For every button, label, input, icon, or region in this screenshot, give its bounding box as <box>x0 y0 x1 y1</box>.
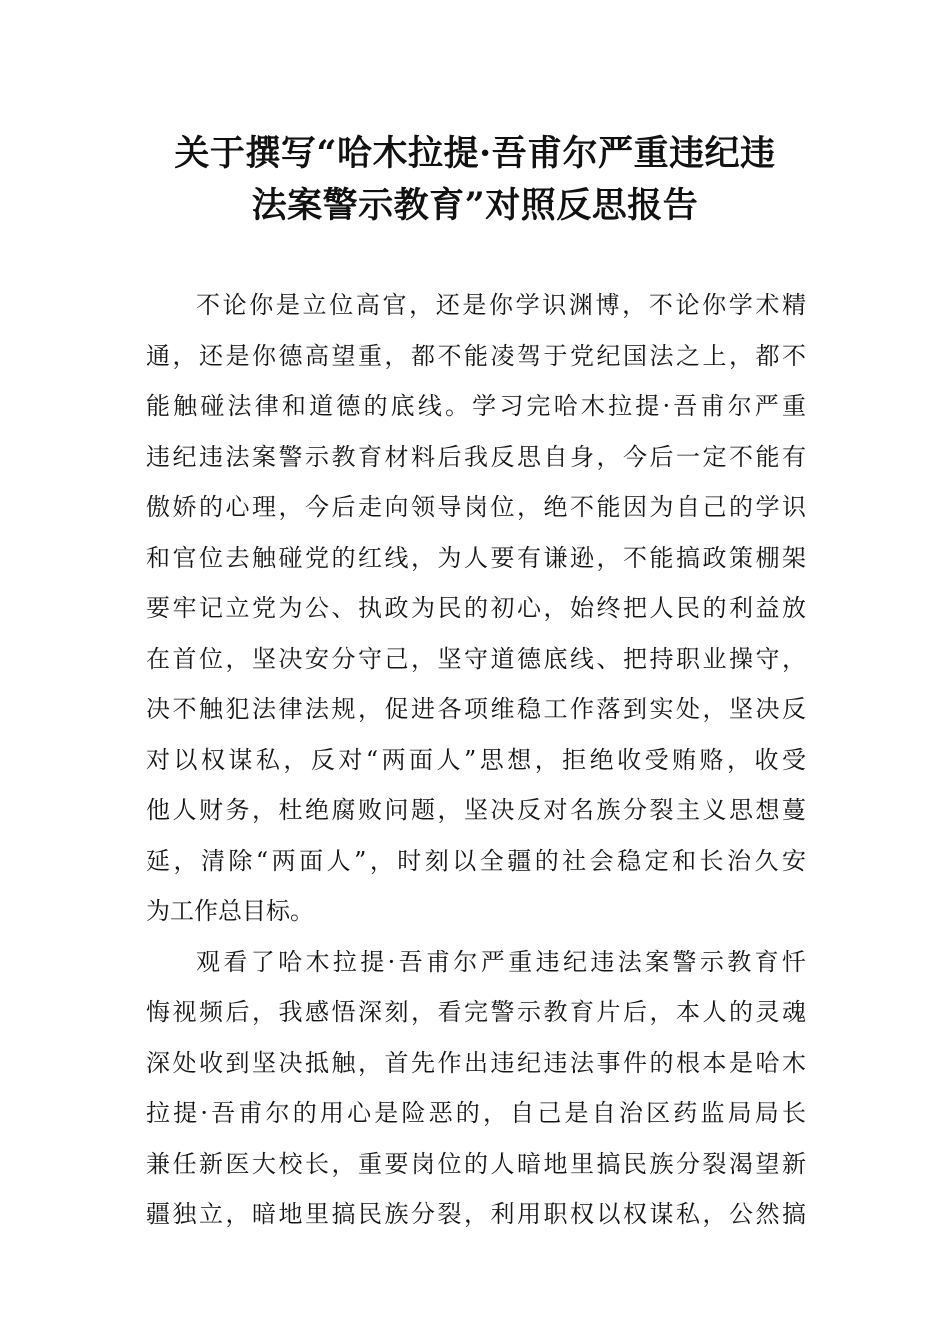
title-line: 关于撰写“哈木拉提·吾甫尔严重违纪违 <box>174 133 776 174</box>
paragraph-line: 傲娇的心理，今后走向领导岗位，绝不能因为自己的学识 <box>146 493 806 521</box>
paragraph-line: 拉提·吾甫尔的用心是险恶的，自己是自治区药监局局长 <box>146 1099 806 1127</box>
paragraph-line: 兼任新医大校长，重要岗位的人暗地里搞民族分裂渴望新 <box>146 1149 806 1178</box>
paragraph-1 <box>146 280 806 937</box>
paragraph-line: 他人财务，杜绝腐败问题，坚决反对名族分裂主义思想蔓 <box>146 796 806 824</box>
paragraph-line: 和官位去触碰党的红线，为人要有谦逊，不能搞政策棚架 <box>146 543 806 572</box>
paragraph-2 <box>146 937 806 1240</box>
paragraph-line: 通，还是你德高望重，都不能凌驾于党纪国法之上，都不 <box>146 341 806 370</box>
document-title <box>140 128 810 232</box>
paragraph-line: 观看了哈木拉提·吾甫尔严重违纪违法案警示教育忏 <box>196 947 806 976</box>
paragraph-line: 在首位，坚决安分守己，坚守道德底线、把持职业操守， <box>146 644 806 673</box>
paragraph-line: 能触碰法律和道德的底线。学习完哈木拉提·吾甫尔严重 <box>146 392 806 420</box>
paragraph-line: 不论你是立位高官，还是你学识渊博，不论你学术精 <box>196 291 806 319</box>
paragraph-line: 对以权谋私，反对“两面人”思想，拒绝收受贿赂，收受 <box>146 745 806 774</box>
paragraph-line: 违纪违法案警示教育材料后我反思自身，今后一定不能有 <box>146 442 806 471</box>
paragraph-line: 要牢记立党为公、执政为民的初心，始终把人民的利益放 <box>146 594 806 622</box>
document-body <box>146 280 806 1240</box>
paragraph-line: 决不触犯法律法规，促进各项维稳工作落到实处，坚决反 <box>146 695 806 723</box>
paragraph-line: 延，清除“两面人”，时刻以全疆的社会稳定和长治久安 <box>146 846 806 875</box>
title-line: 法案警示教育”对照反思报告 <box>251 185 699 226</box>
paragraph-line: 为工作总目标。 <box>146 897 314 925</box>
paragraph-line: 深处收到坚决抵触，首先作出违纪违法事件的根本是哈木 <box>146 1048 806 1077</box>
paragraph-line: 悔视频后，我感悟深刻，看完警示教育片后，本人的灵魂 <box>146 998 806 1026</box>
paragraph-line: 疆独立，暗地里搞民族分裂，利用职权以权谋私，公然搞 <box>146 1200 806 1228</box>
